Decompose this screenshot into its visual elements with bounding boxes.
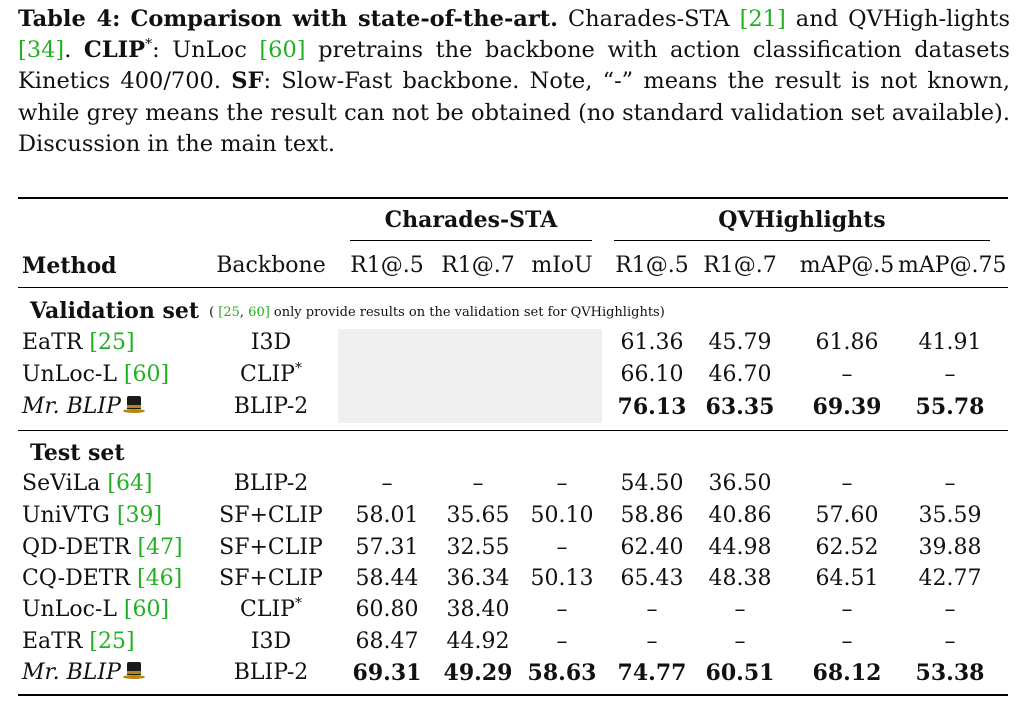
- table-cell: 62.52: [815, 535, 879, 560]
- row-backbone: [210, 597, 332, 623]
- table-cell: 58.01: [355, 503, 419, 528]
- backbone-name: CLIP: [240, 597, 295, 622]
- citation-link[interactable]: [39]: [116, 503, 163, 528]
- caption-text: Charades-STA: [557, 6, 740, 32]
- citation-link[interactable]: [25]: [89, 629, 135, 654]
- table-cell: 68.12: [812, 660, 882, 686]
- table-cell: 53.38: [915, 660, 985, 686]
- table-cell: –: [944, 471, 956, 496]
- section-title-test: Test set: [30, 440, 125, 466]
- table-cell: 46.70: [708, 362, 772, 387]
- caption-text: pretrains the backbone with action classification datasets Kinetics 400/700.: [18, 37, 1010, 95]
- citation-link[interactable]: [64]: [107, 471, 153, 496]
- row-backbone: [210, 471, 332, 497]
- row-method: [22, 566, 182, 592]
- unavailable-results-block: [338, 329, 602, 423]
- caption-text: : UnLoc: [152, 37, 260, 64]
- caption-title: Comparison with state-of-the-art.: [130, 6, 558, 32]
- row-method: [22, 471, 153, 497]
- table-cell: –: [841, 629, 853, 654]
- table-cell: 48.38: [708, 566, 772, 591]
- group-header-qvhighlights: QVHighlights: [718, 207, 886, 233]
- method-name: UnLoc-L: [22, 362, 124, 387]
- header-rule: [18, 287, 1008, 288]
- column-header: R1@.7: [441, 253, 515, 278]
- table-cell: 54.50: [620, 471, 684, 496]
- column-header: R1@.7: [703, 253, 777, 278]
- table-cell: –: [472, 471, 484, 496]
- table-cell: –: [841, 362, 853, 387]
- table-cell: –: [734, 597, 746, 622]
- table-cell: 57.60: [815, 503, 879, 528]
- method-name: CQ-DETR: [22, 566, 138, 591]
- top-hat-band: [127, 671, 141, 674]
- table-cell: –: [556, 535, 568, 560]
- row-method: [22, 330, 135, 356]
- bottom-rule: [18, 694, 1008, 696]
- table-cell: –: [841, 471, 853, 496]
- citation-link[interactable]: [25: [218, 305, 240, 320]
- group-underline-charades: [350, 240, 592, 241]
- top-hat-icon: [123, 662, 145, 680]
- validation-title: Validation set: [30, 298, 200, 324]
- citation-link[interactable]: [21]: [739, 6, 786, 32]
- method-name: EaTR: [22, 629, 90, 654]
- row-backbone: [210, 535, 332, 561]
- table-cell: –: [646, 597, 658, 622]
- note-text: ,: [239, 305, 245, 320]
- row-backbone: [210, 394, 332, 420]
- row-method: [22, 597, 169, 623]
- method-name: SeViLa: [22, 471, 108, 496]
- citation-link[interactable]: [60]: [259, 37, 306, 64]
- validation-note: [209, 305, 665, 320]
- clip-superscript: *: [145, 36, 153, 53]
- backbone-name: SF+CLIP: [219, 535, 323, 560]
- table-cell: 74.77: [617, 660, 687, 686]
- group-underline-qvhighlights: [614, 240, 990, 241]
- citation-link[interactable]: 60]: [244, 305, 270, 320]
- table-cell: 50.10: [530, 503, 594, 528]
- citation-link[interactable]: [60]: [123, 597, 170, 622]
- note-text: (: [209, 305, 219, 320]
- row-method: [22, 629, 135, 655]
- table-cell: 60.80: [355, 597, 419, 622]
- row-backbone: [210, 566, 332, 592]
- method-name: Mr. BLIP: [22, 660, 121, 685]
- table-cell: 61.86: [815, 330, 879, 355]
- table-cell: 32.55: [446, 535, 510, 560]
- backbone-name: I3D: [250, 629, 292, 654]
- backbone-name: I3D: [250, 330, 292, 355]
- method-name: EaTR: [22, 330, 90, 355]
- backbone-name: BLIP-2: [233, 394, 309, 419]
- table-cell: 38.40: [446, 597, 510, 622]
- table-cell: 36.50: [708, 471, 772, 496]
- method-name: Mr. BLIP: [22, 394, 121, 419]
- table-cell: 44.98: [708, 535, 772, 560]
- table-cell: 64.51: [815, 566, 879, 591]
- row-backbone: [210, 660, 332, 686]
- row-method: [22, 503, 162, 529]
- backbone-name: BLIP-2: [233, 471, 309, 496]
- table-cell: –: [646, 629, 658, 654]
- table-cell: 58.63: [527, 660, 597, 686]
- table-cell: 40.86: [708, 503, 772, 528]
- table-cell: –: [556, 629, 568, 654]
- table-caption: [18, 4, 1010, 160]
- top-hat-brim: [123, 675, 145, 679]
- table-cell: –: [944, 362, 956, 387]
- table-cell: –: [841, 597, 853, 622]
- row-backbone: [210, 503, 332, 529]
- top-hat-brim: [123, 409, 145, 413]
- backbone-superscript: *: [294, 595, 302, 612]
- backbone-name: SF+CLIP: [219, 503, 323, 528]
- method-name: UniVTG: [22, 503, 117, 528]
- table-cell: 66.10: [620, 362, 684, 387]
- top-hat-band: [127, 405, 141, 408]
- table-cell: 55.78: [915, 394, 985, 420]
- table-cell: –: [556, 597, 568, 622]
- table-cell: 76.13: [617, 394, 687, 420]
- column-header-backbone: Backbone: [216, 253, 326, 278]
- group-header-charades: Charades-STA: [384, 207, 558, 233]
- backbone-name: CLIP: [240, 362, 295, 387]
- table-cell: 36.34: [446, 566, 510, 591]
- table-cell: –: [734, 629, 746, 654]
- table-cell: 45.79: [708, 330, 772, 355]
- row-method: [22, 660, 145, 686]
- table-cell: –: [944, 597, 956, 622]
- column-header: mAP@.5: [799, 253, 895, 278]
- method-name: QD-DETR: [22, 535, 138, 560]
- row-backbone: [210, 629, 332, 655]
- backbone-name: SF+CLIP: [219, 566, 323, 591]
- sf-term: SF: [231, 68, 264, 95]
- table-cell: 58.44: [355, 566, 419, 591]
- backbone-name: BLIP-2: [233, 660, 309, 685]
- section-title-validation: [30, 298, 665, 326]
- column-header: mAP@.75: [898, 253, 1007, 278]
- row-backbone: [210, 330, 332, 356]
- table-cell: –: [381, 471, 393, 496]
- caption-text: .: [64, 37, 84, 64]
- row-method: [22, 535, 183, 561]
- table-cell: 35.65: [446, 503, 510, 528]
- citation-link[interactable]: [60]: [123, 362, 170, 387]
- table-cell: –: [944, 629, 956, 654]
- table-cell: 68.47: [355, 629, 419, 654]
- table-cell: 62.40: [620, 535, 684, 560]
- table-cell: 35.59: [918, 503, 982, 528]
- row-backbone: [210, 362, 332, 388]
- column-header: R1@.5: [615, 253, 689, 278]
- table-cell: 60.51: [705, 660, 775, 686]
- top-rule: [18, 197, 1008, 199]
- citation-link[interactable]: [25]: [89, 330, 135, 355]
- table-cell: 42.77: [918, 566, 982, 591]
- table-cell: 65.43: [620, 566, 684, 591]
- column-header-method: Method: [22, 253, 117, 279]
- table-cell: 63.35: [705, 394, 775, 420]
- column-header: mIoU: [531, 253, 593, 278]
- table-cell: 69.39: [812, 394, 882, 420]
- backbone-superscript: *: [294, 360, 302, 377]
- citation-link[interactable]: [34]: [18, 37, 65, 64]
- note-text: only provide results on the validation set for QVHighlights): [269, 305, 665, 320]
- row-method: [22, 394, 145, 420]
- table-cell: 69.31: [352, 660, 422, 686]
- method-name: UnLoc-L: [22, 597, 124, 622]
- caption-text: : Slow-Fast backbone. Note, “-” means the result is not known, while grey means the result can not be obtained (no standard validation set available). Discussion in the main text.: [18, 68, 1010, 157]
- row-method: [22, 362, 169, 388]
- table-cell: 49.29: [443, 660, 513, 686]
- caption-text: and QVHigh-lights: [785, 6, 1011, 32]
- table-cell: 41.91: [918, 330, 982, 355]
- table-cell: 61.36: [620, 330, 684, 355]
- table-cell: 50.13: [530, 566, 594, 591]
- top-hat-icon: [123, 396, 145, 414]
- caption-label: Table 4:: [18, 6, 121, 32]
- citation-link[interactable]: [47]: [137, 535, 183, 560]
- table-cell: 58.86: [620, 503, 684, 528]
- table-cell: –: [556, 471, 568, 496]
- clip-term: CLIP: [83, 37, 146, 64]
- table-cell: 39.88: [918, 535, 982, 560]
- table-cell: 44.92: [446, 629, 510, 654]
- column-header: R1@.5: [350, 253, 424, 278]
- table-cell: 57.31: [355, 535, 419, 560]
- citation-link[interactable]: [46]: [137, 566, 183, 591]
- section-rule: [18, 430, 1008, 431]
